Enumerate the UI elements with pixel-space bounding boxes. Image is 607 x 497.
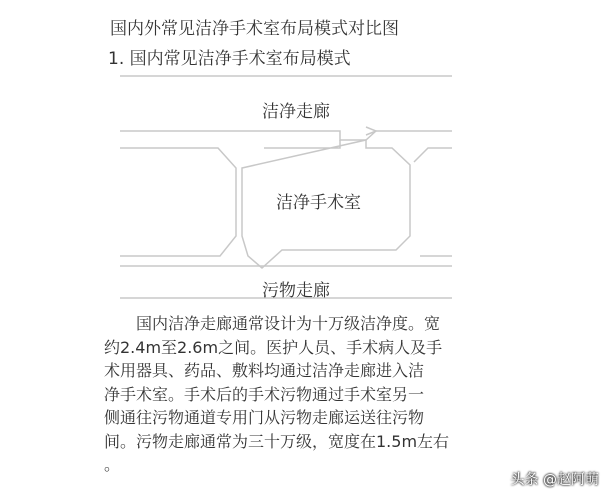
figure-heading: 国内外常见洁净手术室布局模式对比图 [110, 19, 399, 39]
right-room-outline [414, 148, 452, 256]
paragraph-line: 间。污物走廊通常为三十万级，宽度在1.5m左右 [104, 431, 450, 451]
watermark: 头条 @赵阿萌 [510, 472, 599, 488]
clean-corridor-door-line [120, 127, 376, 140]
left-room-outline [120, 148, 236, 256]
figure-subheading: 1. 国内常见洁净手术室布局模式 [108, 49, 351, 69]
description-paragraph [104, 312, 524, 477]
clean-corridor-label: 洁净走廊 [262, 102, 330, 122]
dirty-corridor-label: 污物走廊 [262, 281, 330, 301]
paragraph-line: 。 [104, 455, 121, 474]
operating-room-label: 洁净手术室 [276, 193, 361, 213]
paragraph-line: 侧通往污物通道专用门从污物走廊运送往污物 [104, 408, 425, 427]
paragraph-line: 术用器具、药品、敷料均通过洁净走廊进入洁 [104, 361, 425, 380]
paragraph-line: 国内洁净走廊通常设计为十万级洁净度。宽 [104, 314, 441, 333]
paragraph-line: 净手术室。手术后的手术污物通过手术室另一 [104, 384, 425, 404]
paragraph-line: 约2.4m至2.6m之间。医护人员、手术病人及手 [104, 337, 443, 357]
